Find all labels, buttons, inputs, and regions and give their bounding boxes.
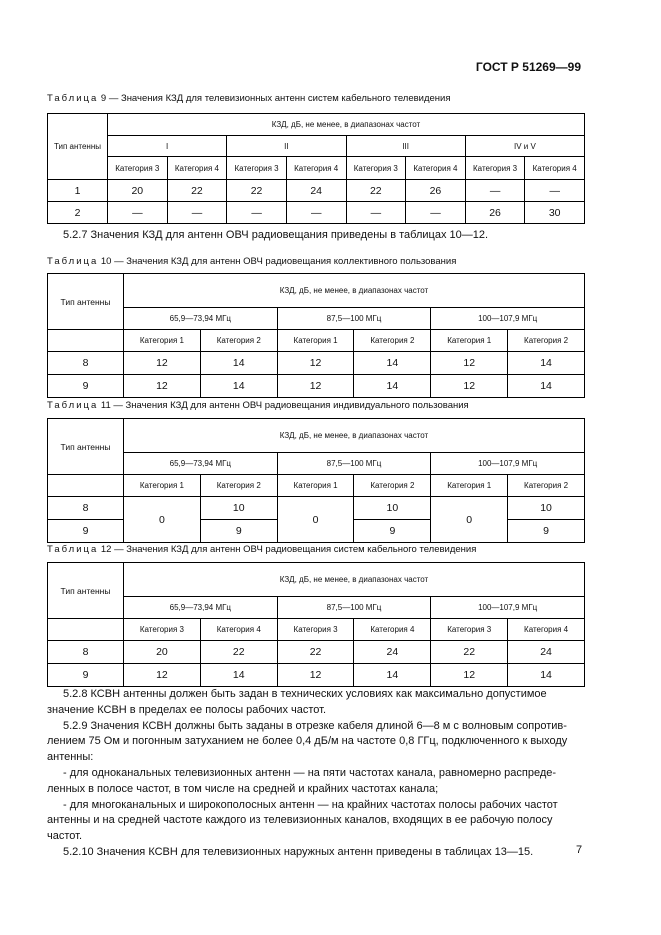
table11-category: Категория 1 (277, 475, 354, 497)
table10-cell: 12 (124, 352, 201, 375)
table10-cell: 12 (277, 352, 354, 375)
table11-row-type: 8 (48, 497, 124, 520)
table9-cell: 20 (108, 180, 168, 202)
text-line: 5.2.10 Значения КСВН для телевизионных наружных антенн приведены в таблицах 13—15. (63, 845, 534, 858)
table9-band: III (346, 136, 465, 157)
table9-row-type: 2 (48, 202, 108, 224)
table12-cell: 14 (354, 664, 431, 687)
table11-cell: 10 (200, 497, 277, 520)
table10-cell: 12 (277, 375, 354, 398)
table12-category: Категория 3 (124, 619, 201, 641)
text-line: 5.2.9 Значения КСВН должны быть заданы в отрезке кабеля длиной 6—8 м с волновым сопротив- (63, 719, 567, 732)
table11-cell: 10 (508, 497, 585, 520)
table-row (48, 497, 585, 520)
table10-cell: 14 (354, 352, 431, 375)
table10-category: Категория 2 (508, 330, 585, 352)
table12-empty-cell (48, 619, 124, 641)
table12-row-type: 8 (48, 641, 124, 664)
table9-cell: 26 (406, 180, 466, 202)
table11 (47, 418, 585, 543)
table12-group-header: КЗД, дБ, не менее, в диапазонах частот (124, 563, 585, 597)
table12-caption (47, 544, 476, 555)
table10-empty-cell (48, 330, 124, 352)
table12-cell: 24 (508, 641, 585, 664)
table11-band: 65,9—73,94 МГц (124, 453, 278, 475)
table10-band: 87,5—100 МГц (277, 308, 431, 330)
table-row (48, 202, 585, 224)
table12-cell: 22 (200, 641, 277, 664)
table10-row-type: 9 (48, 375, 124, 398)
table11-cell-merged: 0 (431, 497, 508, 543)
table10-category: Категория 1 (277, 330, 354, 352)
table9-row-type: 1 (48, 180, 108, 202)
table9-cell: — (346, 202, 406, 224)
text-line: лением 75 Ом и погонным затуханием не более 0,4 дБ/м на частоте 0,8 ГГц, подключенного к выходу (47, 735, 568, 748)
text-line: - для многоканальных и широкополосных антенн — на крайних частотах полосы рабочих частот (63, 798, 558, 811)
table12-type-header: Тип антенны (48, 563, 124, 619)
table-row (48, 641, 585, 664)
table9-band: II (227, 136, 346, 157)
table9-cell: 30 (525, 202, 585, 224)
table9 (47, 113, 585, 224)
table11-category: Категория 1 (124, 475, 201, 497)
table12-cell: 12 (431, 664, 508, 687)
text-line: ленных в полосе частот, в том числе на средней и крайних частотах канала; (47, 782, 439, 795)
table9-cell: 22 (227, 180, 287, 202)
table11-type-header: Тип антенны (48, 419, 124, 475)
table10-category: Категория 1 (124, 330, 201, 352)
table10-cell: 14 (354, 375, 431, 398)
table11-cell: 9 (200, 520, 277, 543)
table10-category: Категория 2 (354, 330, 431, 352)
table-row (48, 180, 585, 202)
table9-cell: — (108, 202, 168, 224)
table12-caption-label: Таблица (47, 544, 99, 555)
table9-category: Категория 4 (525, 157, 585, 180)
table12-cell: 22 (277, 641, 354, 664)
table9-caption (47, 93, 451, 104)
table9-cell: 24 (286, 180, 346, 202)
table12-band: 87,5—100 МГц (277, 597, 431, 619)
table9-caption-label: Таблица (47, 93, 99, 104)
table11-cell: 9 (508, 520, 585, 543)
table10-cell: 12 (431, 352, 508, 375)
table9-cell: 22 (346, 180, 406, 202)
table12-band: 100—107,9 МГц (431, 597, 585, 619)
table10-cell: 14 (508, 352, 585, 375)
table9-cell: — (167, 202, 227, 224)
table11-cell-merged: 0 (277, 497, 354, 543)
text-line: антенны: (47, 751, 94, 764)
table10-type-header: Тип антенны (48, 274, 124, 330)
table11-cell: 9 (354, 520, 431, 543)
table12-row-type: 9 (48, 664, 124, 687)
table11-empty-cell (48, 475, 124, 497)
page-number: 7 (576, 844, 583, 856)
table9-type-header: Тип антенны (48, 114, 108, 180)
table12-cell: 20 (124, 641, 201, 664)
table10-row-type: 8 (48, 352, 124, 375)
table-row (48, 375, 585, 398)
table9-category: Категория 4 (406, 157, 466, 180)
table10-caption-text: 10 — Значения КЗД для антенн ОВЧ радиовещания коллективного пользования (100, 256, 457, 267)
table12-cell: 12 (277, 664, 354, 687)
table10-band: 100—107,9 МГц (431, 308, 585, 330)
table9-category: Категория 3 (227, 157, 287, 180)
table12-category: Категория 3 (431, 619, 508, 641)
table10-group-header: КЗД, дБ, не менее, в диапазонах частот (124, 274, 585, 308)
table12-band: 65,9—73,94 МГц (124, 597, 278, 619)
table12-caption-text: 12 — Значения КЗД для антенн ОВЧ радиовещания систем кабельного телевидения (100, 544, 477, 555)
table9-cell: — (525, 180, 585, 202)
table9-band: IV и V (465, 136, 584, 157)
text-line: антенны и на средней частоте каждого из телевизионных каналов, входящих в ее рабочую полосу (47, 814, 553, 827)
table9-cell: — (286, 202, 346, 224)
text-line: - для одноканальных телевизионных антенн — на пяти частотах канала, равномерно распреде- (63, 766, 557, 779)
table9-category: Категория 4 (167, 157, 227, 180)
table9-category: Категория 4 (286, 157, 346, 180)
table9-cell: — (465, 180, 525, 202)
table11-caption-label: Таблица (47, 400, 99, 411)
table10 (47, 273, 585, 398)
table9-cell: 26 (465, 202, 525, 224)
table12-category: Категория 4 (508, 619, 585, 641)
table11-category: Категория 2 (508, 475, 585, 497)
text-line: значение КСВН в пределах ее полосы рабочих частот. (47, 703, 327, 716)
table11-band: 100—107,9 МГц (431, 453, 585, 475)
table11-cell: 10 (354, 497, 431, 520)
table9-category: Категория 3 (465, 157, 525, 180)
table9-band: I (108, 136, 227, 157)
table12-cell: 24 (354, 641, 431, 664)
table12 (47, 562, 585, 687)
table12-category: Категория 4 (354, 619, 431, 641)
table11-caption (47, 400, 469, 411)
table11-group-header: КЗД, дБ, не менее, в диапазонах частот (124, 419, 585, 453)
body-text (47, 687, 587, 861)
table10-caption (47, 256, 456, 267)
table10-cell: 12 (431, 375, 508, 398)
table9-category: Категория 3 (346, 157, 406, 180)
table10-caption-label: Таблица (47, 256, 99, 267)
table10-cell: 12 (124, 375, 201, 398)
table10-category: Категория 2 (200, 330, 277, 352)
table9-cell: — (406, 202, 466, 224)
table12-category: Категория 3 (277, 619, 354, 641)
table10-category: Категория 1 (431, 330, 508, 352)
table9-group-header: КЗД, дБ, не менее, в диапазонах частот (108, 114, 585, 136)
table12-cell: 22 (431, 641, 508, 664)
text-line: 5.2.8 КСВН антенны должен быть задан в технических условиях как максимально допустимое (63, 688, 547, 700)
table10-cell: 14 (508, 375, 585, 398)
table10-cell: 14 (200, 352, 277, 375)
table9-cell: 22 (167, 180, 227, 202)
table12-cell: 12 (124, 664, 201, 687)
table-row (48, 664, 585, 687)
table11-caption-text: 11 — Значения КЗД для антенн ОВЧ радиовещания индивидуального пользования (100, 400, 469, 411)
table12-cell: 14 (508, 664, 585, 687)
table11-cell-merged: 0 (124, 497, 201, 543)
text-line: частот. (47, 830, 83, 843)
document-code: ГОСТ Р 51269—99 (475, 60, 581, 74)
table10-band: 65,9—73,94 МГц (124, 308, 278, 330)
table12-cell: 14 (200, 664, 277, 687)
table11-category: Категория 1 (431, 475, 508, 497)
table11-row-type: 9 (48, 520, 124, 543)
paragraph-5-2-7: 5.2.7 Значения КЗД для антенн ОВЧ радиовещания приведены в таблицах 10—12. (63, 229, 489, 241)
table12-category: Категория 4 (200, 619, 277, 641)
table9-cell: — (227, 202, 287, 224)
table-row (48, 352, 585, 375)
table11-band: 87,5—100 МГц (277, 453, 431, 475)
table9-category: Категория 3 (108, 157, 168, 180)
table11-category: Категория 2 (200, 475, 277, 497)
table9-caption-text: 9 — Значения КЗД для телевизионных антенн систем кабельного телевидения (100, 93, 451, 104)
table10-cell: 14 (200, 375, 277, 398)
table11-category: Категория 2 (354, 475, 431, 497)
